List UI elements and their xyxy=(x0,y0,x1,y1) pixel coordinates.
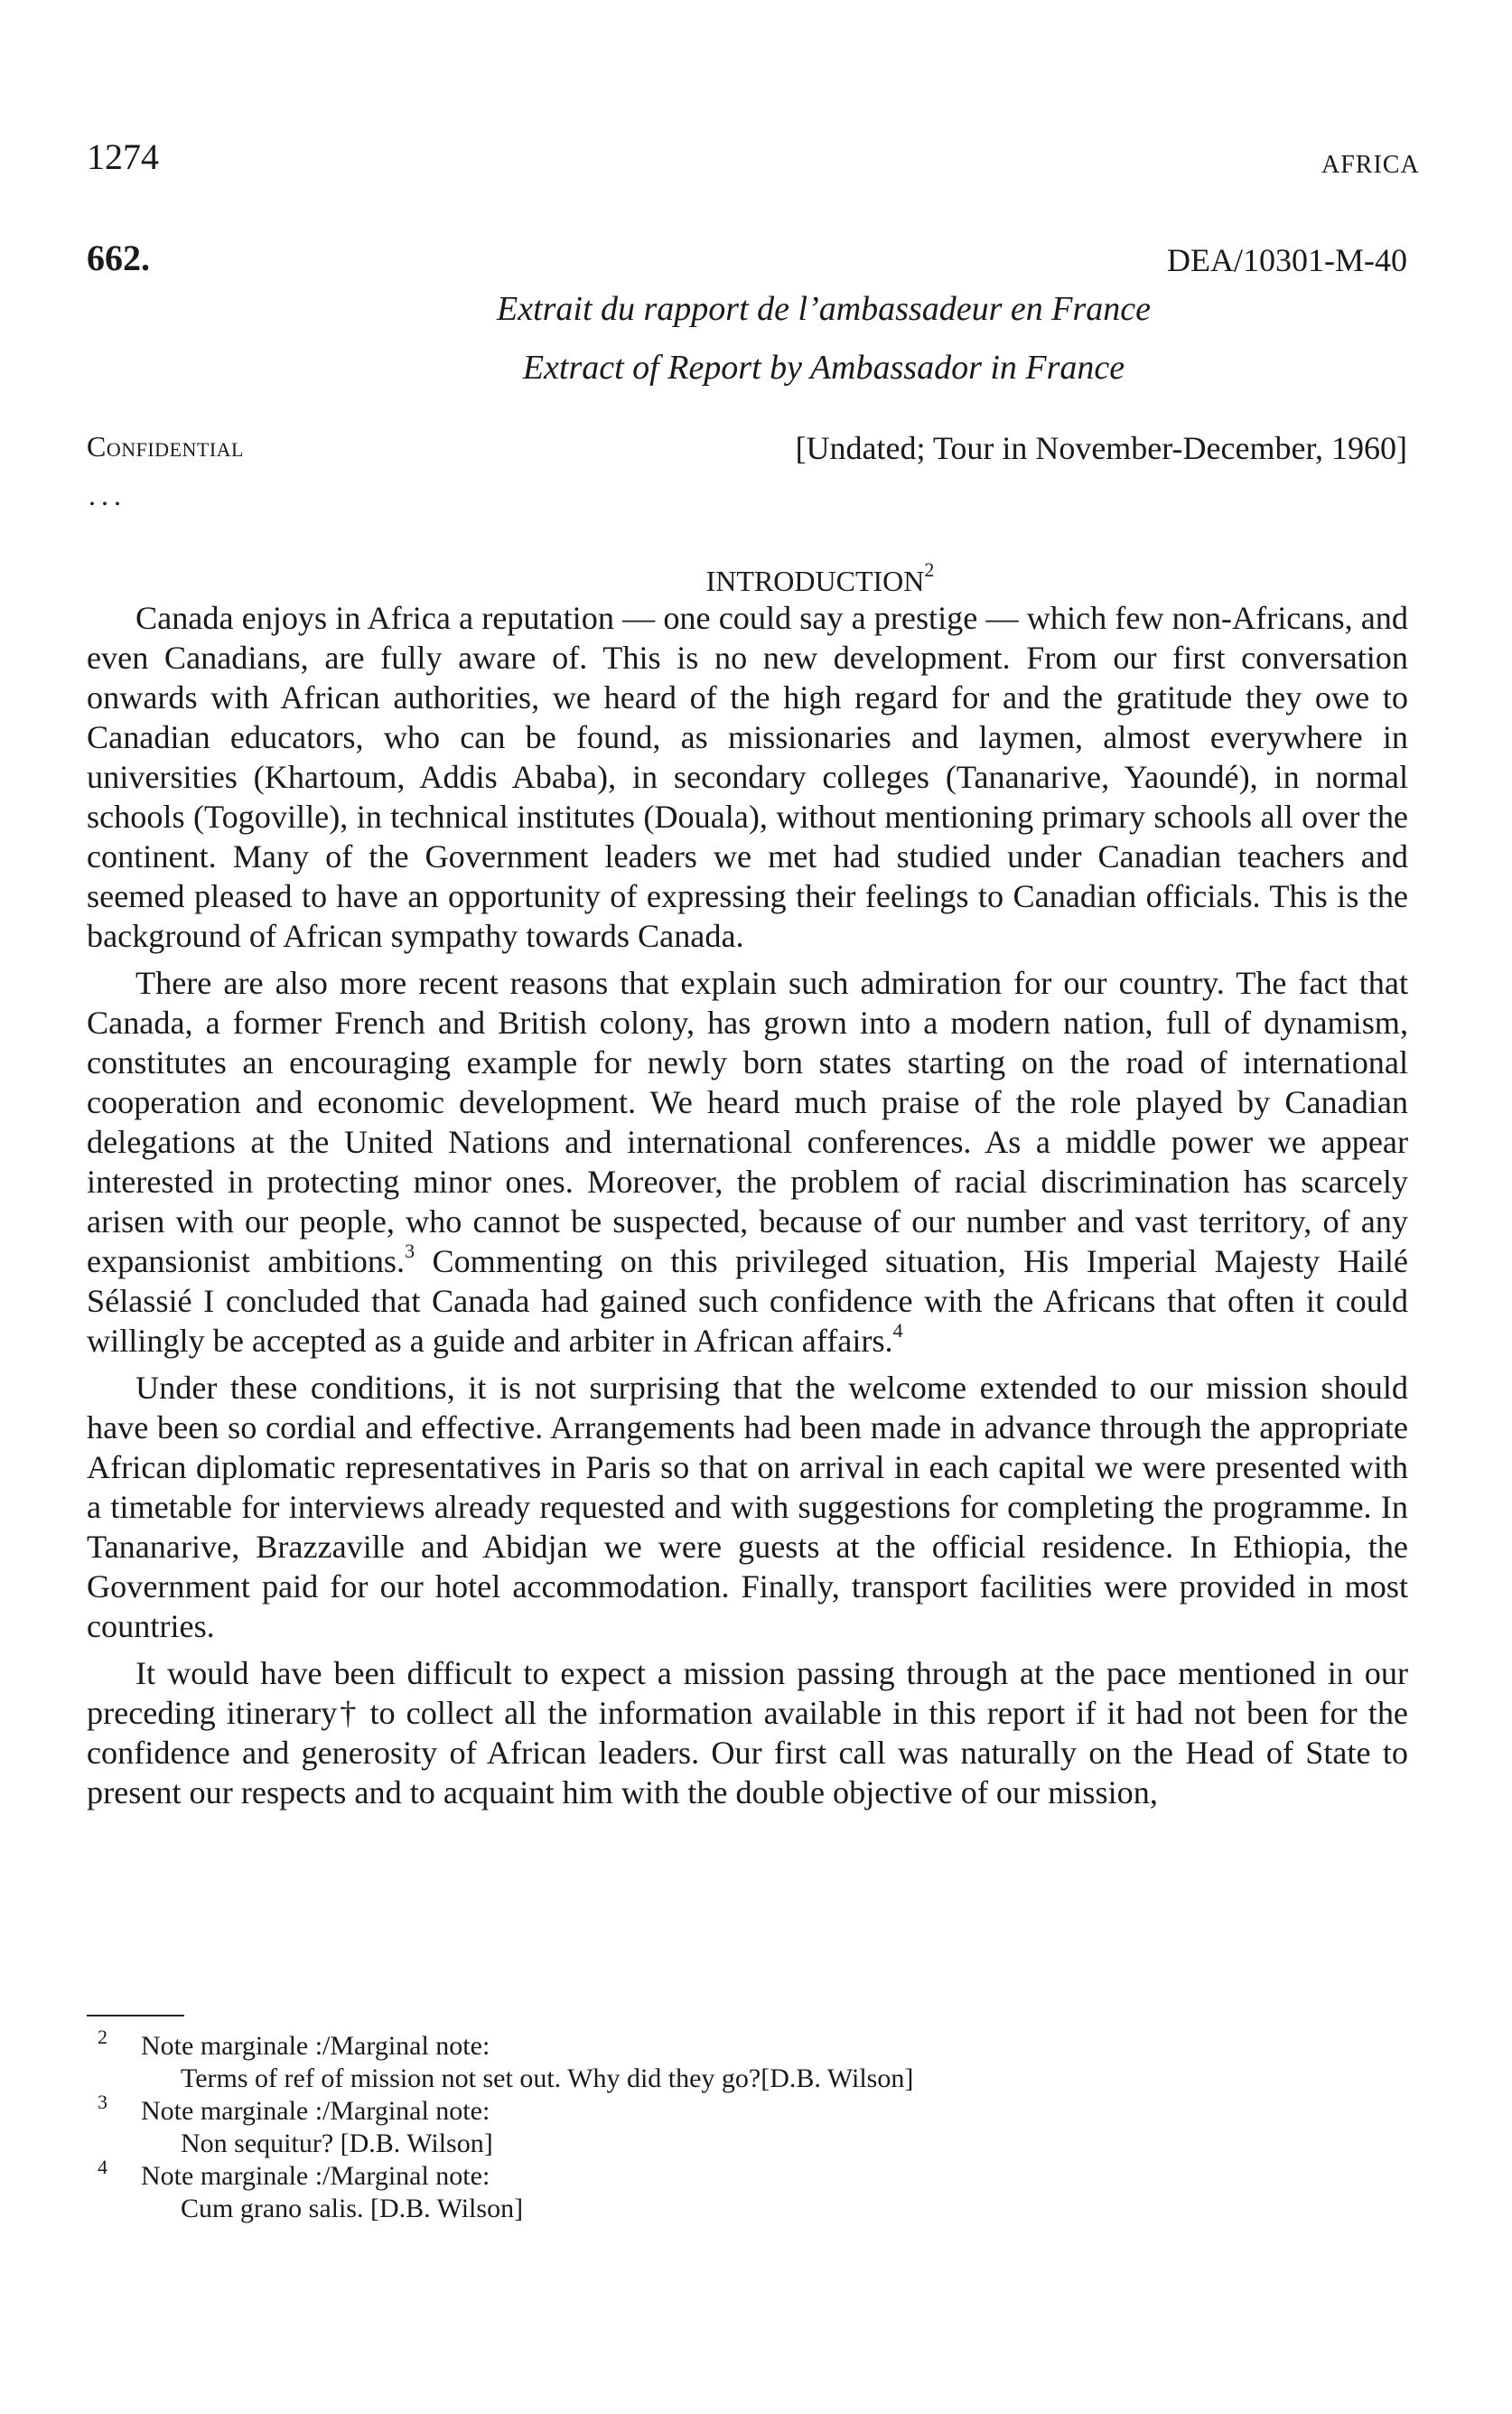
title-french: Extrait du rapport de l’ambassadeur en France xyxy=(496,290,1152,328)
footnote-ref-3: 3 xyxy=(405,1240,415,1262)
classification-label xyxy=(87,430,244,463)
footnotes xyxy=(87,2026,914,2225)
paragraph-2-part-a: There are also more recent reasons that explain such admiration for our country. The fact that Canada, a former French and British colony, has grown into a modern nation, full of dynamism, constitutes an encouraging example for newly born states starting on the road of international cooperation and economic development. We heard much praise of the role played by Canadian delegations at the United Nations and international conferences. As a middle power we appear interested in protecting minor ones. Moreover, the problem of racial discrimination has scarcely arisen with our people, who cannot be suspected, because of our number and vast territory, of any expansionist ambitions. xyxy=(87,965,1408,1279)
paragraph-1: Canada enjoys in Africa a reputation — one could say a prestige — which few non-Africans, and even Canadians, are fully aware of. This is no new development. From our first conversation onwards with African authorities, we heard of the high regard for and the gratitude they owe to Canadian educators, who can be found, as missionaries and laymen, almost everywhere in universities (Khartoum, Addis Ababa), in secondary colleges (Tananarive, Yaoundé), in normal schools (Togoville), in technical institutes (Douala), without mentioning primary schools all over the continent. Many of the Government leaders we met had studied under Canadian teachers and seemed pleased to have an opportunity of expressing their feelings to Canadian officials. This is the background of African sympathy towards Canada. xyxy=(87,600,1408,954)
document-number: 662. xyxy=(87,238,150,278)
footnote-number: 2 xyxy=(98,2026,107,2048)
classification-text: Confidential xyxy=(87,430,244,463)
footnote-2 xyxy=(87,2026,914,2095)
footnote-text: Cum grano salis. [D.B. Wilson] xyxy=(181,2194,524,2223)
footnote-ref-4: 4 xyxy=(892,1319,903,1342)
footnote-label: Note marginale :/Marginal note: xyxy=(141,2096,490,2126)
paragraph-4: It would have been difficult to expect a mission passing through at the pace mentioned in our preceding itinerary† to collect all the information available in this report if it had not been for the confidence and generosity of African leaders. Our first call was naturally on the Head of State to present our respects and to acquaint him with the double objective of our mission, xyxy=(87,1655,1408,1810)
paragraph-2-part-b: Commenting on this privileged situation, His Imperial Majesty Hailé Sélassié I concluded that Canada had gained such confidence with the Africans that often it could willingly be accepted as a guide and arbiter in African affairs. xyxy=(87,1243,1408,1359)
section-heading-text: INTRODUCTION xyxy=(705,565,925,597)
footnote-3 xyxy=(87,2091,913,2160)
footnote-text: Non sequitur? [D.B. Wilson] xyxy=(181,2129,493,2158)
date-line: [Undated; Tour in November-December, 1960] xyxy=(795,430,1407,466)
section-heading xyxy=(0,558,1512,598)
page-number: 1274 xyxy=(87,136,159,177)
paragraph-3: Under these conditions, it is not surprising that the welcome extended to our mission should have been so cordial and effective. Arrangements had been made in advance through the appropriate African diplomatic representatives in Paris so that on arrival in each capital we were presented with a timetable for interviews already requested and with suggestions for completing the programme. In Tananarive, Brazzaville and Abidjan we were guests at the official residence. In Ethiopia, the Government paid for our hotel accommodation. Finally, transport facilities were provided in most countries. xyxy=(87,1370,1408,1644)
omission-ellipsis: ... xyxy=(89,479,126,511)
footnote-separator xyxy=(87,2015,184,2016)
footnote-label: Note marginale :/Marginal note: xyxy=(141,2031,490,2061)
footnote-text: Terms of ref of mission not set out. Why did they go?[D.B. Wilson] xyxy=(181,2063,914,2093)
title-english: Extract of Report by Ambassador in France xyxy=(522,349,1125,387)
running-head: AFRICA xyxy=(1321,151,1420,179)
footnote-4 xyxy=(87,2156,913,2225)
file-reference: DEA/10301-M-40 xyxy=(1167,242,1407,278)
footnote-ref-2: 2 xyxy=(924,558,935,581)
body-text xyxy=(87,598,1408,1812)
footnote-label: Note marginale :/Marginal note: xyxy=(141,2161,490,2191)
paragraph-2 xyxy=(87,963,1408,1361)
footnote-number: 4 xyxy=(98,2156,107,2178)
footnote-number: 3 xyxy=(98,2091,107,2113)
